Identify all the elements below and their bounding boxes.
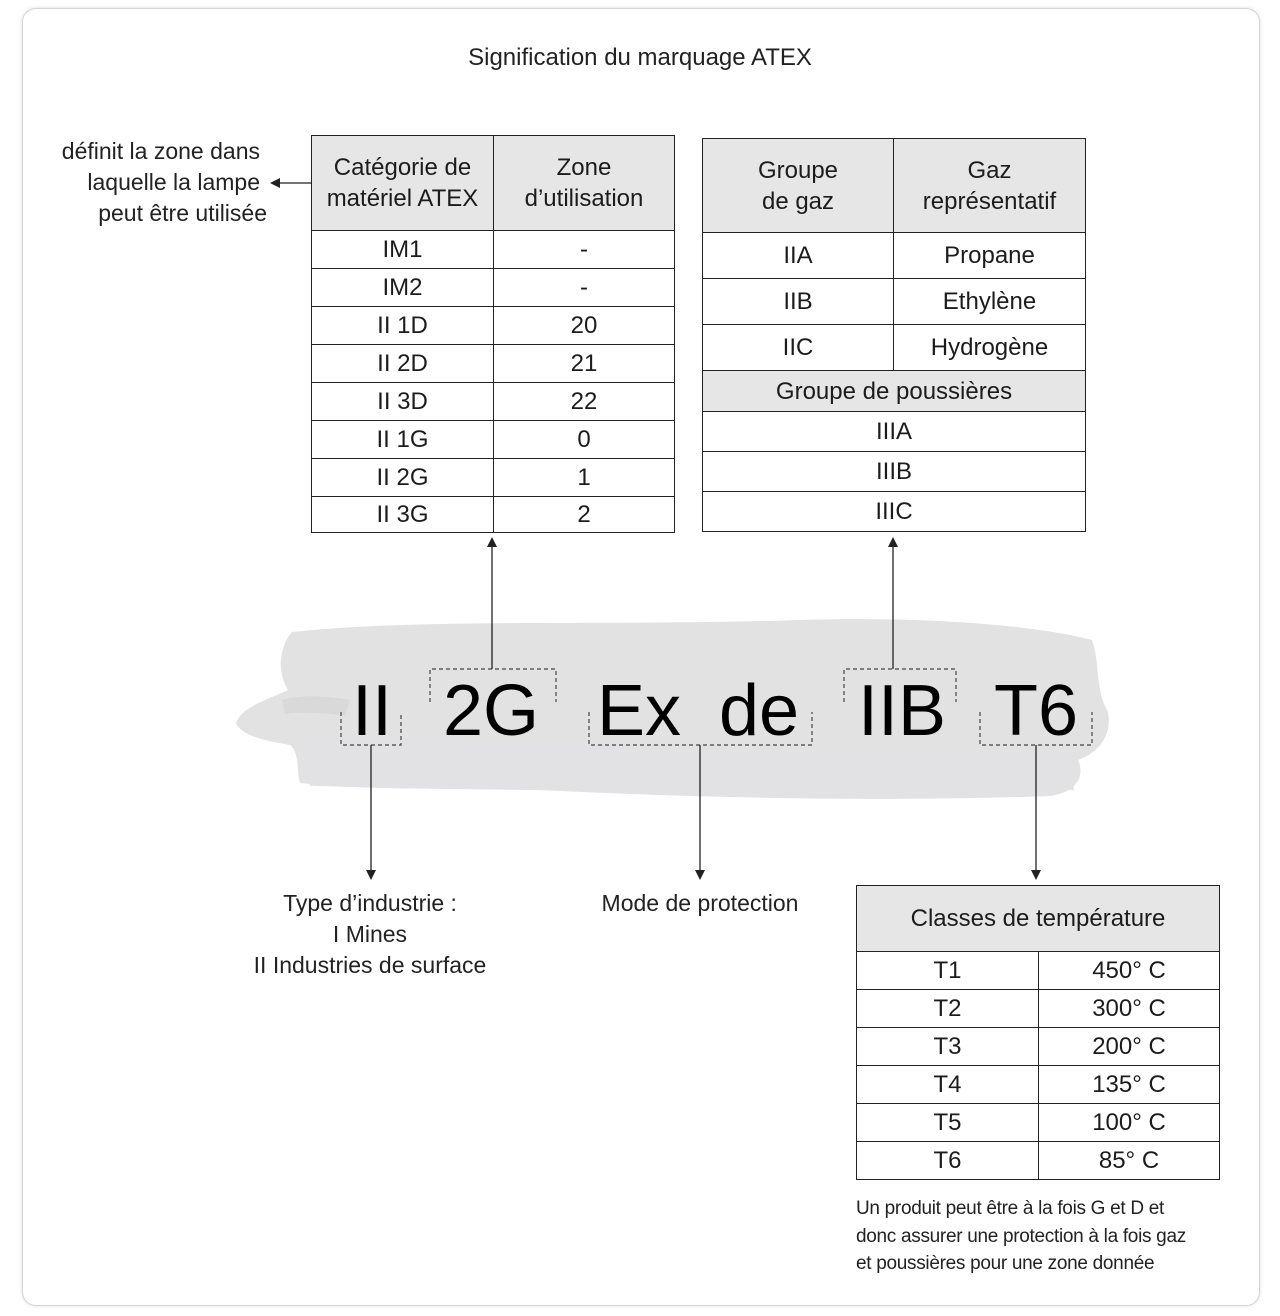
table-row — [857, 1142, 1220, 1180]
temperature-value-cell: 200° C — [1039, 1028, 1220, 1066]
category-cell: II 1D — [312, 307, 494, 345]
category-cell: II 3D — [312, 383, 494, 421]
marking-gas-group: IIB — [858, 671, 947, 751]
temperature-class-cell: T4 — [857, 1066, 1039, 1104]
table-row — [857, 952, 1220, 990]
temperature-value-cell: 300° C — [1039, 990, 1220, 1028]
zone-cell: 2 — [494, 497, 675, 533]
dust-group-cell: IIIC — [703, 492, 1086, 532]
category-cell: IM1 — [312, 231, 494, 269]
temperature-class-cell: T2 — [857, 990, 1039, 1028]
industry-note-line: I Mines — [332, 921, 408, 947]
gas-group-cell: IIC — [703, 325, 894, 371]
industry-note — [240, 888, 500, 981]
zone-note-line: peut être utilisée — [98, 200, 267, 226]
zone-cell: 0 — [494, 421, 675, 459]
zone-cell: 22 — [494, 383, 675, 421]
temperature-value-cell: 85° C — [1039, 1142, 1220, 1180]
gas-group-header-line: de gaz — [761, 187, 835, 215]
dust-group-cell: IIIA — [703, 412, 1086, 452]
zone-note-line: laquelle la lampe — [87, 169, 260, 195]
temperature-header: Classes de température — [857, 886, 1220, 952]
marking-protection: de — [719, 671, 800, 751]
temperature-value-cell: 135° C — [1039, 1066, 1220, 1104]
table-row — [857, 1028, 1220, 1066]
zone-cell: - — [494, 231, 675, 269]
category-cell: II 2G — [312, 459, 494, 497]
gas-cell: Ethylène — [894, 279, 1086, 325]
category-cell: II 1G — [312, 421, 494, 459]
protection-note: Mode de protection — [601, 890, 799, 916]
diagram-title: Signification du marquage ATEX — [468, 44, 812, 71]
zone-header-line: Zone — [556, 154, 612, 181]
gas-group-cell: IIA — [703, 233, 894, 279]
zone-cell: 21 — [494, 345, 675, 383]
marking-ex: Ex — [597, 671, 682, 751]
zone-header-line: d’utilisation — [524, 185, 644, 212]
gas-group-cell: IIB — [703, 279, 894, 325]
dust-group-cell: IIIB — [703, 452, 1086, 492]
footnote — [856, 1195, 1186, 1278]
temperature-value-cell: 100° C — [1039, 1104, 1220, 1142]
dust-group-header: Groupe de poussières — [703, 371, 1086, 412]
gas-cell: Hydrogène — [894, 325, 1086, 371]
gas-cell: Propane — [894, 233, 1086, 279]
category-header-line: matériel ATEX — [326, 185, 479, 212]
temperature-table-header-row — [857, 886, 1220, 952]
gas-group-header-line: Groupe — [757, 156, 839, 184]
marking-category: 2G — [443, 671, 540, 751]
temperature-class-cell: T5 — [857, 1104, 1039, 1142]
temperature-class-cell: T3 — [857, 1028, 1039, 1066]
representative-gas-header-line: Gaz — [967, 156, 1012, 184]
footnote-line: Un produit peut être à la fois G et D et — [856, 1198, 1165, 1219]
industry-note-line: Type d’industrie : — [283, 890, 457, 916]
zone-cell: - — [494, 269, 675, 307]
category-cell: IM2 — [312, 269, 494, 307]
temperature-class-cell: T1 — [857, 952, 1039, 990]
marking-industry: II — [352, 671, 393, 751]
table-row — [857, 990, 1220, 1028]
category-cell: II 2D — [312, 345, 494, 383]
footnote-line: donc assurer une protection à la fois gaz — [856, 1225, 1186, 1247]
table-row — [857, 1066, 1220, 1104]
zone-note-line: définit la zone dans — [61, 138, 260, 164]
temperature-class-cell: T6 — [857, 1142, 1039, 1180]
marking-temperature-class: T6 — [994, 671, 1079, 751]
temperature-value-cell: 450° C — [1039, 952, 1220, 990]
footnote-line: et poussières pour une zone donnée — [856, 1253, 1155, 1274]
temperature-table — [856, 885, 1220, 1180]
zone-cell: 20 — [494, 307, 675, 345]
table-row — [857, 1104, 1220, 1142]
zone-cell: 1 — [494, 459, 675, 497]
category-cell: II 3G — [312, 497, 494, 533]
representative-gas-header-line: représentatif — [922, 187, 1057, 215]
industry-note-line: II Industries de surface — [253, 952, 487, 978]
category-header-line: Catégorie de — [333, 154, 472, 181]
